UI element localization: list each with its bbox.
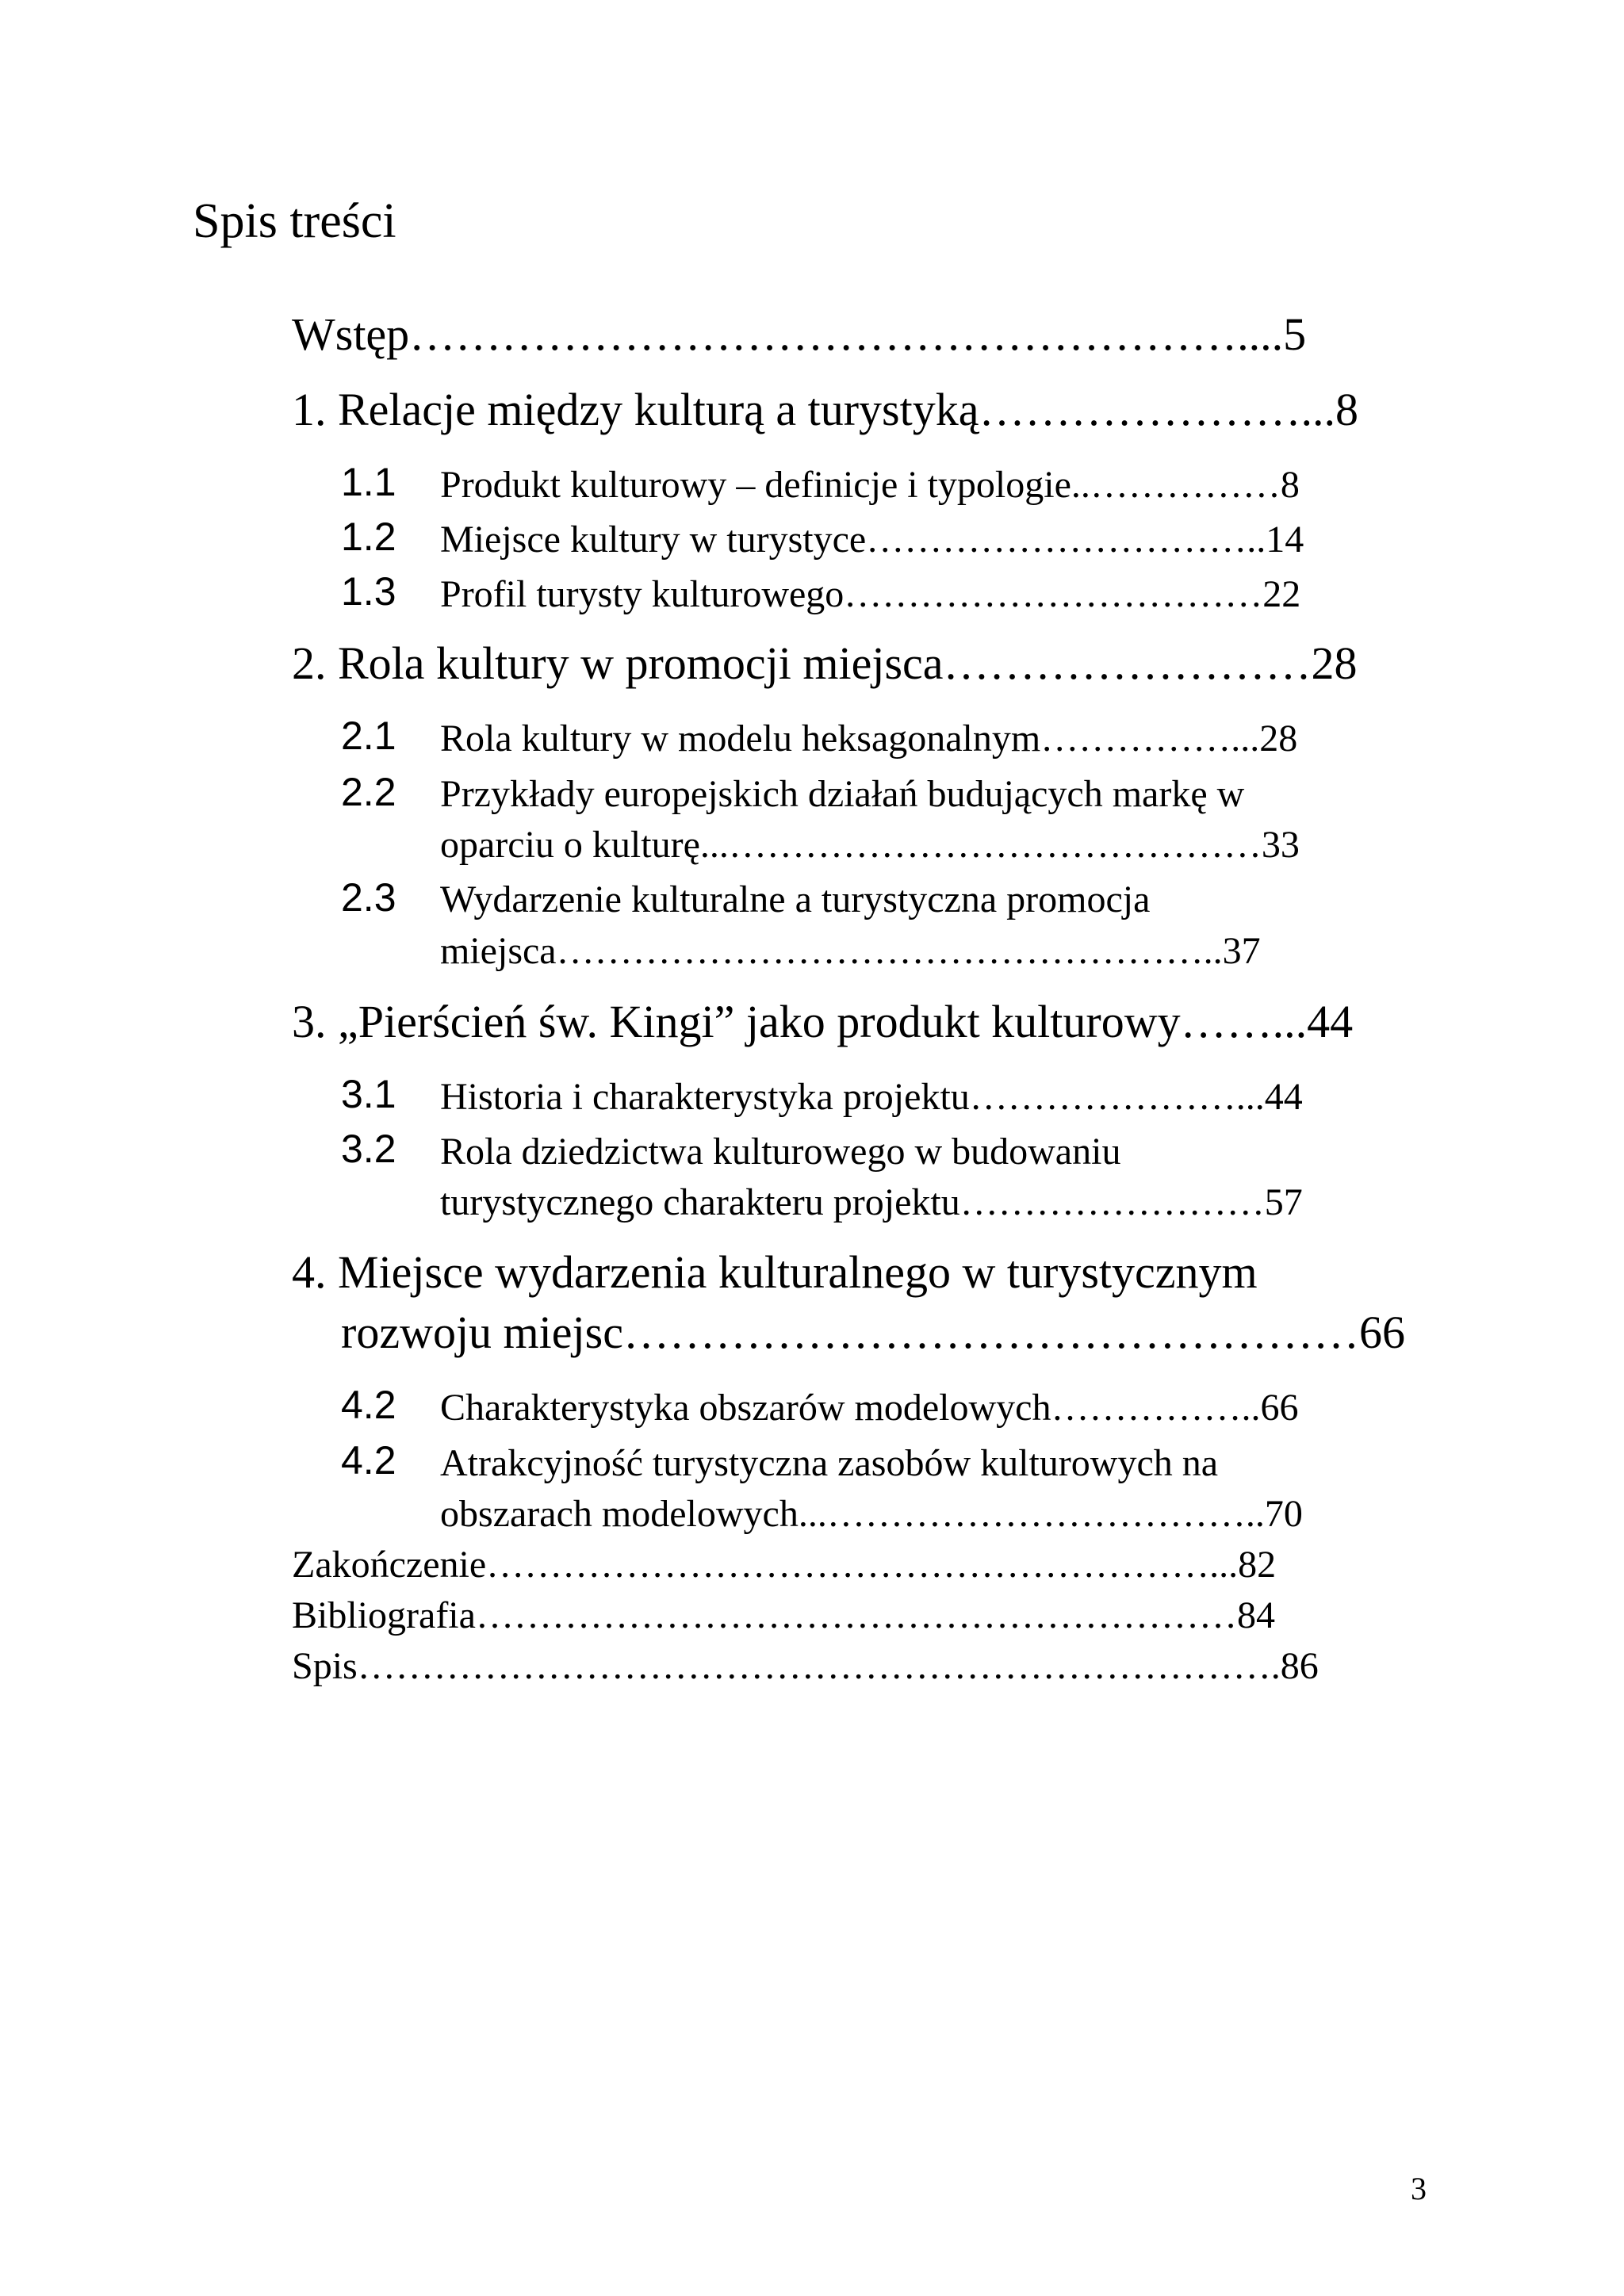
toc-section-number: 1.3 xyxy=(341,569,396,614)
toc-section-title: Rola kultury w modelu heksagonalnym……………...28 xyxy=(440,718,1298,760)
toc-entry-chapter-1: 1. Relacje między kulturą a turystyką…………………...8 xyxy=(292,384,1358,435)
toc-section-title: Miejsce kultury w turystyce…………………………..14 xyxy=(440,519,1304,561)
toc-section-title: Wydarzenie kulturalne a turystyczna promocja xyxy=(440,878,1151,920)
toc-entry-chapter-4: 4. Miejsce wydarzenia kulturalnego w turystycznym xyxy=(292,1246,1258,1298)
toc-section-title: Charakterystyka obszarów modelowych……………..66 xyxy=(440,1387,1299,1429)
toc-section-title-continued: obszarach modelowych...……………………………..70 xyxy=(440,1493,1303,1535)
toc-section-number: 4.2 xyxy=(341,1438,396,1483)
toc-section-title: Rola dziedzictwa kulturowego w budowaniu xyxy=(440,1131,1121,1173)
toc-section-number: 2.1 xyxy=(341,714,396,758)
page-number: 3 xyxy=(1411,2171,1427,2206)
toc-section-title: Historia i charakterystyka projektu…………………...44 xyxy=(440,1076,1303,1118)
toc-entry-zakonczenie: Zakończenie…………………………………………………...82 xyxy=(292,1544,1277,1586)
toc-section-title-continued: miejsca……………………………………………..37 xyxy=(440,930,1261,972)
toc-entry-wstep: Wstęp………………………………………………....5 xyxy=(292,308,1307,360)
toc-section-title: Produkt kulturowy – definicje i typologie..……………8 xyxy=(440,464,1300,506)
toc-section-number: 1.2 xyxy=(341,515,396,559)
toc-entry-chapter-4-continued: rozwoju miejsc…………………………………………66 xyxy=(341,1307,1405,1358)
toc-section-number: 3.1 xyxy=(341,1072,396,1116)
toc-section-title-continued: turystycznego charakteru projektu……………………57 xyxy=(440,1181,1303,1223)
toc-entry-bibliografia: Bibliografia……………………………………………………84 xyxy=(292,1594,1275,1636)
toc-entry-chapter-3: 3. „Pierścień św. Kingi” jako produkt kulturowy……...44 xyxy=(292,996,1354,1047)
toc-section-title-continued: oparciu o kulturę...……………………………………33 xyxy=(440,824,1300,866)
toc-heading: Spis treści xyxy=(193,194,396,248)
toc-entry-chapter-2: 2. Rola kultury w promocji miejsca……………………28 xyxy=(292,637,1358,689)
toc-section-number: 2.3 xyxy=(341,875,396,920)
toc-section-number: 2.2 xyxy=(341,770,396,814)
toc-section-title: Atrakcyjność turystyczna zasobów kulturowych na xyxy=(440,1442,1219,1484)
toc-section-title: Profil turysty kulturowego……………………………22 xyxy=(440,573,1301,615)
toc-section-number: 1.1 xyxy=(341,460,396,504)
toc-section-title: Przykłady europejskich działań budujących markę w xyxy=(440,773,1245,815)
toc-entry-spis: Spis……………………………………………………………….86 xyxy=(292,1645,1319,1687)
toc-section-number: 4.2 xyxy=(341,1383,396,1427)
toc-section-number: 3.2 xyxy=(341,1127,396,1171)
